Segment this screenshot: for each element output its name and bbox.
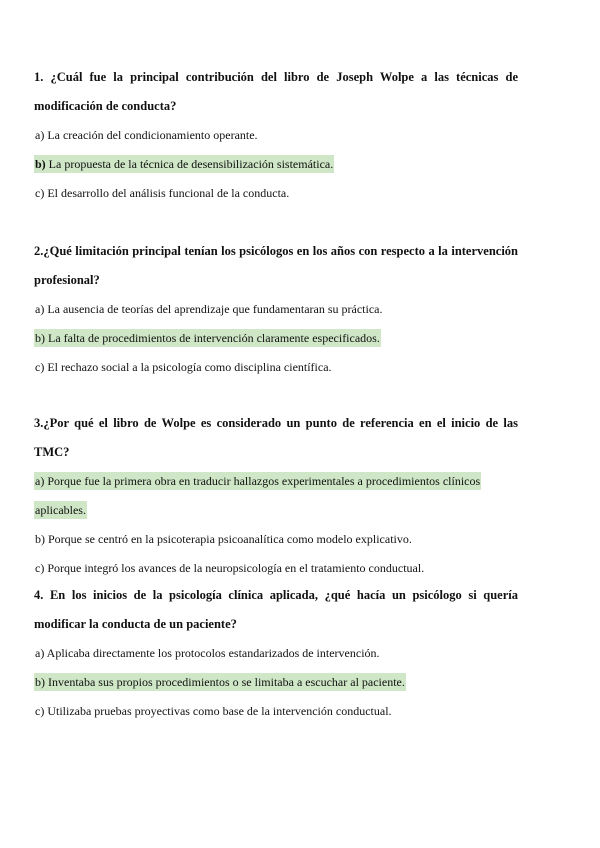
option-text: c) El desarrollo del análisis funcional de la conducta. [35, 186, 290, 200]
option-text: La propuesta de la técnica de desensibilización sistemática. [45, 157, 334, 171]
question-title: 1. ¿Cuál fue la principal contribución del libro de Joseph Wolpe a las técnicas de modificación de conducta? [34, 70, 518, 113]
options-list [34, 639, 518, 726]
option-c [34, 697, 518, 726]
options-list [34, 467, 518, 583]
option-text: c) El rechazo social a la psicología como disciplina científica. [35, 360, 332, 374]
question-title: 3.¿Por qué el libro de Wolpe es considerado un punto de referencia en el inicio de las TMC? [34, 416, 518, 459]
option-b-correct [34, 668, 518, 697]
question-3 [34, 409, 518, 583]
option-b-correct [34, 150, 518, 179]
options-list [34, 295, 518, 382]
option-text: c) Utilizaba pruebas proyectivas como base de la intervención conductual. [35, 704, 392, 718]
option-a-correct [34, 467, 518, 525]
option-text: a) Aplicaba directamente los protocolos estandarizados de intervención. [35, 646, 380, 660]
options-list [34, 121, 518, 208]
option-text: a) La creación del condicionamiento operante. [35, 128, 258, 142]
option-text-highlighted [34, 155, 334, 173]
option-a [34, 639, 518, 668]
option-text: a) La ausencia de teorías del aprendizaje que fundamentaran su práctica. [35, 302, 383, 316]
question-4 [34, 581, 518, 726]
option-text-highlighted: b) Inventaba sus propios procedimientos o se limitaba a escuchar al paciente. [35, 675, 405, 689]
option-c [34, 554, 518, 583]
option-text: b) Porque se centró en la psicoterapia psicoanalítica como modelo explicativo. [35, 532, 412, 546]
option-b-correct [34, 324, 518, 353]
option-b [34, 525, 518, 554]
option-c [34, 353, 518, 382]
option-text-highlighted: a) Porque fue la primera obra en traducir hallazgos experimentales a procedimientos clínicos aplicables. [35, 474, 481, 517]
question-title: 2.¿Qué limitación principal tenían los psicólogos en los años con respecto a la intervención profesional? [34, 244, 518, 287]
option-a [34, 295, 518, 324]
question-2 [34, 237, 518, 382]
question-1 [34, 63, 518, 208]
option-a [34, 121, 518, 150]
option-text: c) Porque integró los avances de la neuropsicología en el tratamiento conductual. [35, 561, 425, 575]
option-text-highlighted: b) La falta de procedimientos de intervención claramente especificados. [35, 331, 380, 345]
option-c [34, 179, 518, 208]
option-prefix: b) [35, 157, 46, 171]
question-title: 4. En los inicios de la psicología clínica aplicada, ¿qué hacía un psicólogo si quería modificar la conducta de un paciente? [34, 588, 518, 631]
